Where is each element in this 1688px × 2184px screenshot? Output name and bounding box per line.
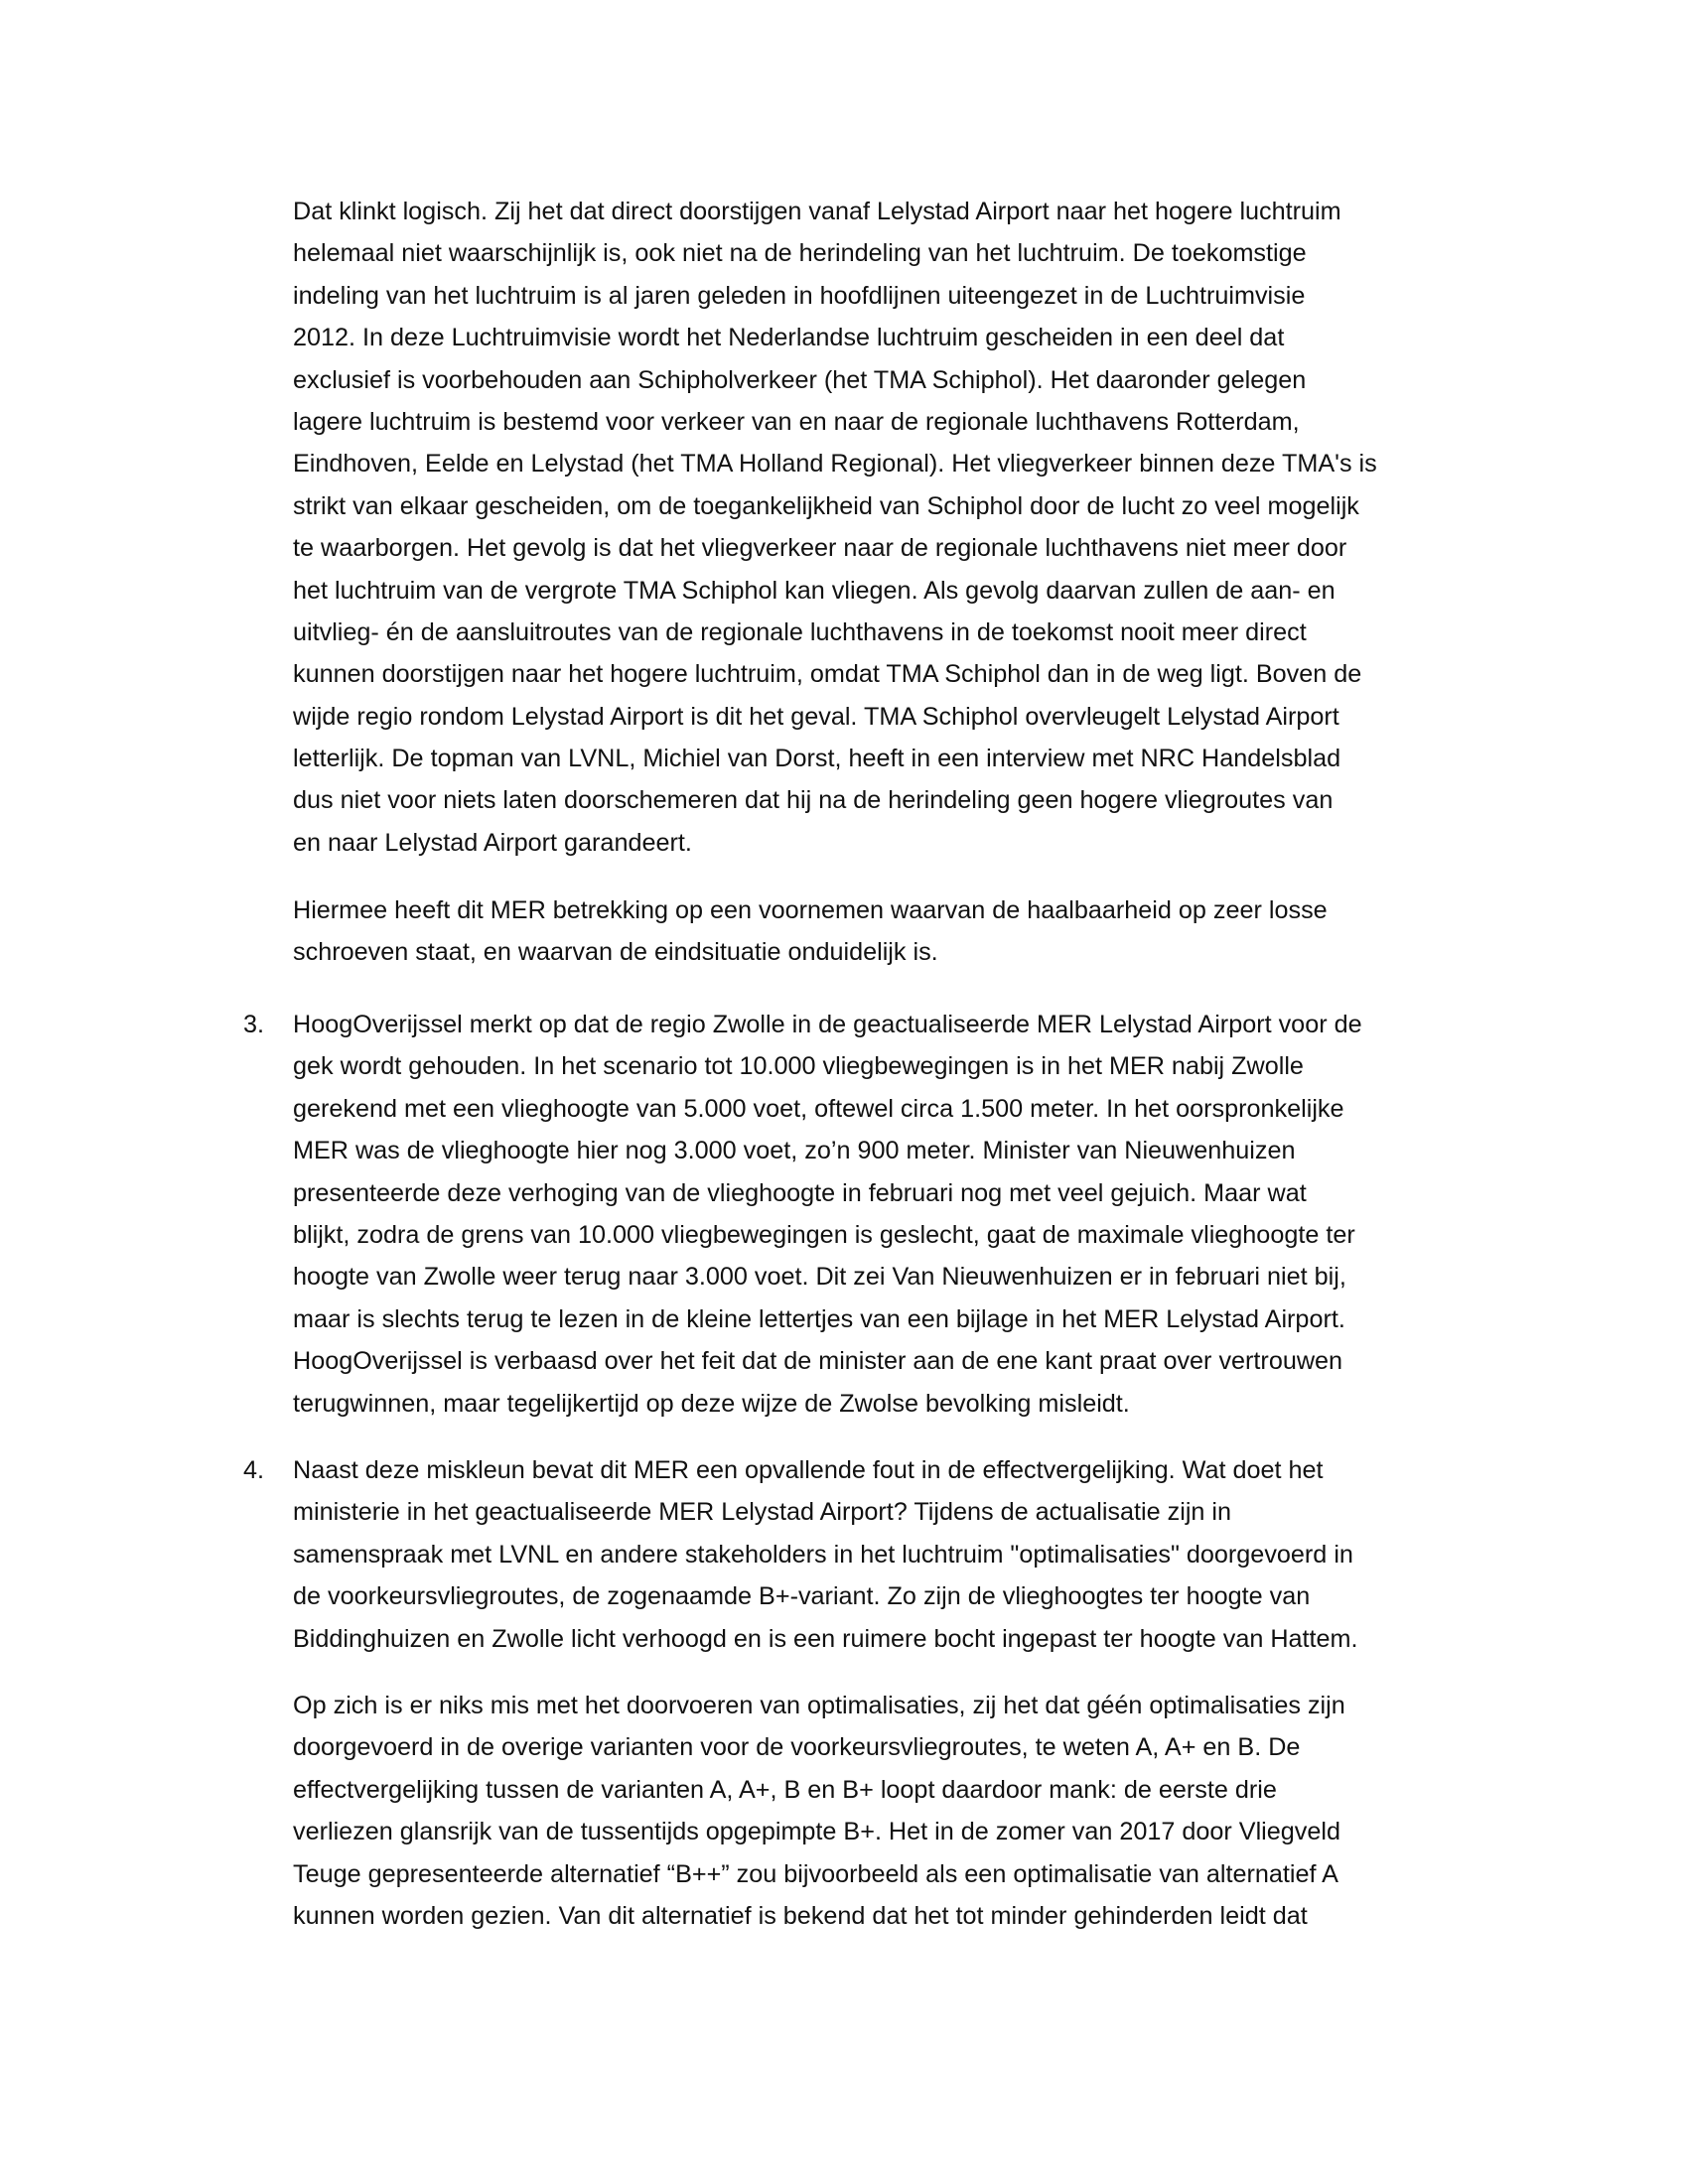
text-line: Op zich is er niks mis met het doorvoeren van optimalisaties, zij het dat géén optimalisaties zijn	[293, 1692, 1345, 1719]
text-line: maar is slechts terug te lezen in de kleine lettertjes van een bijlage in het MER Lelystad Airport.	[293, 1304, 1345, 1333]
text-line: Biddinghuizen en Zwolle licht verhoogd en is een ruimere bocht ingepast ter hoogte van Hattem.	[293, 1624, 1358, 1653]
text-line: indeling van het luchtruim is al jaren geleden in hoofdlijnen uiteengezet in de Luchtruimvisie	[293, 281, 1306, 310]
text-line: presenteerde deze verhoging van de vlieghoogte in februari nog met veel gejuich. Maar wat	[293, 1178, 1307, 1207]
text-line: Eindhoven, Eelde en Lelystad (het TMA Holland Regional). Het vliegverkeer binnen deze TMA's is	[293, 450, 1377, 478]
list-item-body	[293, 1449, 1484, 1660]
text-line: Naast deze miskleun bevat dit MER een opvallende fout in de effectvergelijking. Wat doet het	[293, 1456, 1324, 1484]
list-item-number: 3.	[243, 1011, 265, 1038]
text-line: hoogte van Zwolle weer terug naar 3.000 voet. Dit zei Van Nieuwenhuizen er in februari niet bij,	[293, 1263, 1346, 1292]
text-line: HoogOverijssel merkt op dat de regio Zwolle in de geactualiseerde MER Lelystad Airport voor de	[293, 1011, 1362, 1038]
text-line: HoogOverijssel is verbaasd over het feit dat de minister aan de ene kant praat over vertrouwen	[293, 1347, 1343, 1376]
text-line: lagere luchtruim is bestemd voor verkeer van en naar de regionale luchthavens Rotterdam,	[293, 407, 1300, 436]
text-line: gek wordt gehouden. In het scenario tot 10.000 vliegbewegingen is in het MER nabij Zwolle	[293, 1052, 1304, 1081]
paragraph-haalbaarheid	[293, 889, 1484, 974]
text-line: Hiermee heeft dit MER betrekking op een voornemen waarvan de haalbaarheid op zeer losse	[293, 896, 1328, 924]
text-line: schroeven staat, en waarvan de eindsituatie onduidelijk is.	[293, 938, 938, 967]
text-line: letterlijk. De topman van LVNL, Michiel van Dorst, heeft in een interview met NRC Handelsblad	[293, 745, 1341, 773]
paragraph-luchtruimvisie	[293, 191, 1484, 864]
text-line: wijde regio rondom Lelystad Airport is dit het geval. TMA Schiphol overvleugelt Lelystad Airport	[293, 702, 1339, 731]
text-line: exclusief is voorbehouden aan Schipholverkeer (het TMA Schiphol). Het daaronder gelegen	[293, 365, 1307, 394]
text-line: effectvergelijking tussen de varianten A, A+, B en B+ loopt daardoor mank: de eerste drie	[293, 1775, 1277, 1804]
text-line: MER was de vlieghoogte hier nog 3.000 voet, zo’n 900 meter. Minister van Nieuwenhuizen	[293, 1137, 1296, 1165]
text-line: gerekend met een vlieghoogte van 5.000 voet, oftewel circa 1.500 meter. In het oorspronkelijke	[293, 1094, 1344, 1123]
text-line: het luchtruim van de vergrote TMA Schiphol kan vliegen. Als gevolg daarvan zullen de aan- en	[293, 576, 1336, 605]
text-line: kunnen worden gezien. Van dit alternatief is bekend dat het tot minder gehinderden leidt dat	[293, 1901, 1308, 1930]
text-line: terugwinnen, maar tegelijkertijd op deze wijze de Zwolse bevolking misleidt.	[293, 1389, 1130, 1418]
text-line: doorgevoerd in de overige varianten voor de voorkeursvliegroutes, te weten A, A+ en B. De	[293, 1733, 1301, 1762]
text-line: helemaal niet waarschijnlijk is, ook niet na de herindeling van het luchtruim. De toekomstige	[293, 239, 1307, 268]
text-line: Teuge gepresenteerde alternatief “B++” zou bijvoorbeeld als een optimalisatie van alternatief A	[293, 1859, 1338, 1888]
text-line: te waarborgen. Het gevolg is dat het vliegverkeer naar de regionale luchthavens niet meer door	[293, 534, 1347, 563]
text-line: 2012. In deze Luchtruimvisie wordt het Nederlandse luchtruim gescheiden in een deel dat	[293, 324, 1285, 352]
text-line: samenspraak met LVNL en andere stakeholders in het luchtruim "optimalisaties" doorgevoerd in	[293, 1540, 1353, 1569]
text-line: verliezen glansrijk van de tussentijds opgepimpte B+. Het in de zomer van 2017 door Vliegveld	[293, 1818, 1340, 1846]
text-line: Dat klinkt logisch. Zij het dat direct doorstijgen vanaf Lelystad Airport naar het hogere luchtruim	[293, 198, 1341, 225]
text-line: blijkt, zodra de grens van 10.000 vliegbewegingen is geslecht, gaat de maximale vlieghoogte ter	[293, 1220, 1355, 1249]
paragraph-optimalisaties	[293, 1685, 1484, 1937]
text-line: de voorkeursvliegroutes, de zogenaamde B+-variant. Zo zijn de vlieghoogtes ter hoogte van	[293, 1582, 1311, 1611]
text-line: ministerie in het geactualiseerde MER Lelystad Airport? Tijdens de actualisatie zijn in	[293, 1498, 1232, 1527]
list-item-body	[293, 1004, 1484, 1425]
text-line: uitvlieg- én de aansluitroutes van de regionale luchthavens in de toekomst nooit meer direct	[293, 617, 1307, 646]
text-line: dus niet voor niets laten doorschemeren dat hij na de herindeling geen hogere vliegroutes van	[293, 786, 1334, 815]
text-line: en naar Lelystad Airport garandeert.	[293, 828, 692, 857]
text-line: kunnen doorstijgen naar het hogere luchtruim, omdat TMA Schiphol dan in de weg ligt. Boven de	[293, 660, 1362, 689]
text-line: strikt van elkaar gescheiden, om de toegankelijkheid van Schiphol door de lucht zo veel mogelijk	[293, 491, 1359, 520]
list-item-number: 4.	[243, 1456, 265, 1484]
